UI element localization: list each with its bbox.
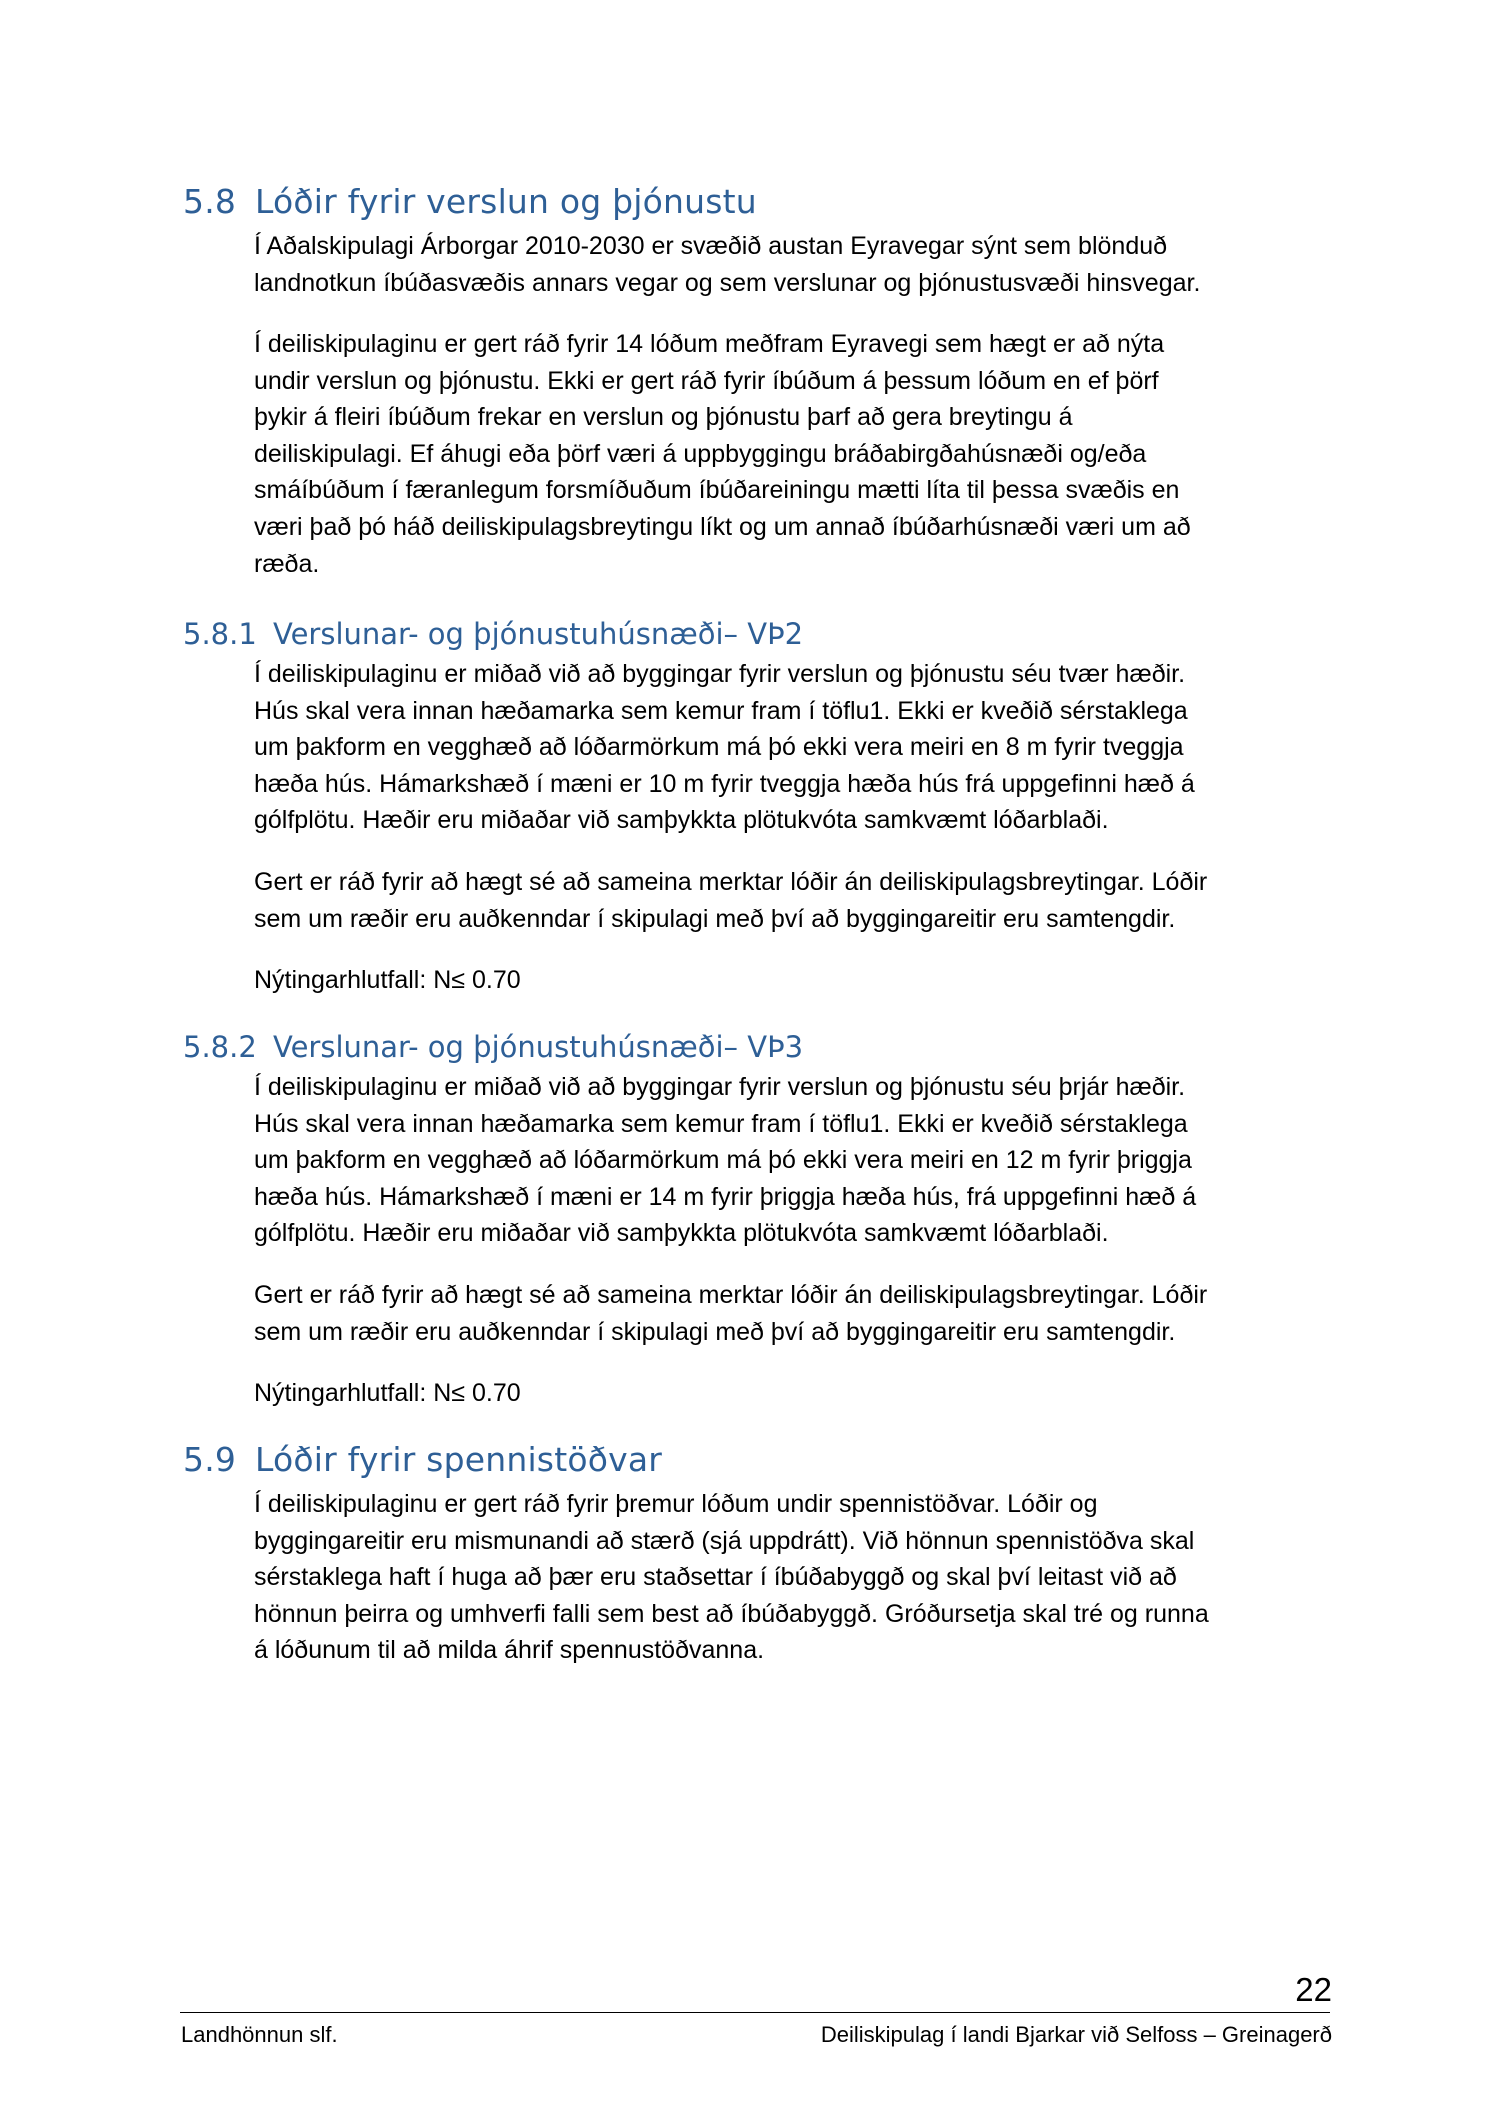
section-title: Lóðir fyrir spennistöðvar	[255, 1440, 663, 1479]
footer-company: Landhönnun slf.	[181, 2022, 338, 2047]
section-heading-5-8-1	[183, 617, 803, 651]
section-number: 5.8.2	[183, 1030, 257, 1064]
paragraph: Nýtingarhlutfall: N≤ 0.70	[254, 966, 521, 994]
paragraph: Í Aðalskipulagi Árborgar 2010-2030 er svæðið austan Eyravegar sýnt sem blönduð landnotkun íbúðasvæðis annars vegar og sem verslunar og þjónustusvæði hinsvegar.	[254, 232, 1201, 297]
section-number: 5.8.1	[183, 617, 257, 651]
section-heading-5-8	[183, 182, 757, 221]
paragraph: Nýtingarhlutfall: N≤ 0.70	[254, 1379, 521, 1407]
paragraph: Gert er ráð fyrir að hægt sé að sameina merktar lóðir án deiliskipulagsbreytingar. Lóðir sem um ræðir eru auðkenndar í skipulagi með því að byggingareitir eru samtengdir.	[254, 868, 1208, 933]
page-number: 22	[1295, 1971, 1332, 2008]
paragraph: Í deiliskipulaginu er gert ráð fyrir 14 lóðum meðfram Eyravegi sem hægt er að nýta undir verslun og þjónustu. Ekki er gert ráð fyrir íbúðum á þessum lóðum en ef þörf þykir á fleiri íbúðum frekar en verslun og þjónustu þarf að gera breytingu á deiliskipulagi. Ef áhugi eða þörf væri á uppbyggingu bráðabirgðahúsnæði og/eða smáíbúðum í færanlegum forsmíðuðum íbúðareiningu mætti líta til þessa svæðis en væri það þó háð deiliskipulagsbreytingu líkt og um annað íbúðarhúsnæði væri um að ræða.	[254, 330, 1191, 578]
paragraph: Í deiliskipulaginu er miðað við að byggingar fyrir verslun og þjónustu séu tvær hæðir. Hús skal vera innan hæðamarka sem kemur fram í töflu1. Ekki er kveðið sérstaklega um þakform en vegghæð að lóðarmörkum má þó ekki vera meiri en 8 m fyrir tveggja hæða hús. Hámarkshæð í mæni er 10 m fyrir tveggja hæða hús frá uppgefinni hæð á gólfplötu. Hæðir eru miðaðar við samþykkta plötukvóta samkvæmt lóðarblaði.	[254, 660, 1195, 835]
footer-document-title: Deiliskipulag í landi Bjarkar við Selfoss – Greinagerð	[820, 2022, 1332, 2047]
footer-divider	[180, 2012, 1330, 2013]
section-number: 5.8	[183, 182, 237, 221]
section-title: Lóðir fyrir verslun og þjónustu	[255, 182, 757, 221]
section-heading-5-9	[183, 1440, 662, 1479]
section-title: Verslunar- og þjónustuhúsnæði– VÞ2	[273, 617, 804, 651]
section-title: Verslunar- og þjónustuhúsnæði– VÞ3	[273, 1030, 804, 1064]
section-heading-5-8-2	[183, 1030, 803, 1064]
paragraph: Í deiliskipulaginu er gert ráð fyrir þremur lóðum undir spennistöðvar. Lóðir og byggingareitir eru mismunandi að stærð (sjá uppdrátt). Við hönnun spennistöðva skal sérstaklega haft í huga að þær eru staðsettar í íbúðabyggð og skal því leitast við að hönnun þeirra og umhverfi falli sem best að íbúðabyggð. Gróðursetja skal tré og runna á lóðunum til að milda áhrif spennustöðvanna.	[254, 1490, 1209, 1665]
section-number: 5.9	[183, 1440, 237, 1479]
paragraph: Gert er ráð fyrir að hægt sé að sameina merktar lóðir án deiliskipulagsbreytingar. Lóðir sem um ræðir eru auðkenndar í skipulagi með því að byggingareitir eru samtengdir.	[254, 1281, 1208, 1346]
paragraph: Í deiliskipulaginu er miðað við að byggingar fyrir verslun og þjónustu séu þrjár hæðir. Hús skal vera innan hæðamarka sem kemur fram í töflu1. Ekki er kveðið sérstaklega um þakform en vegghæð að lóðarmörkum má þó ekki vera meiri en 12 m fyrir þriggja hæða hús. Hámarkshæð í mæni er 14 m fyrir þriggja hæða hús, frá uppgefinni hæð á gólfplötu. Hæðir eru miðaðar við samþykkta plötukvóta samkvæmt lóðarblaði.	[254, 1073, 1197, 1248]
